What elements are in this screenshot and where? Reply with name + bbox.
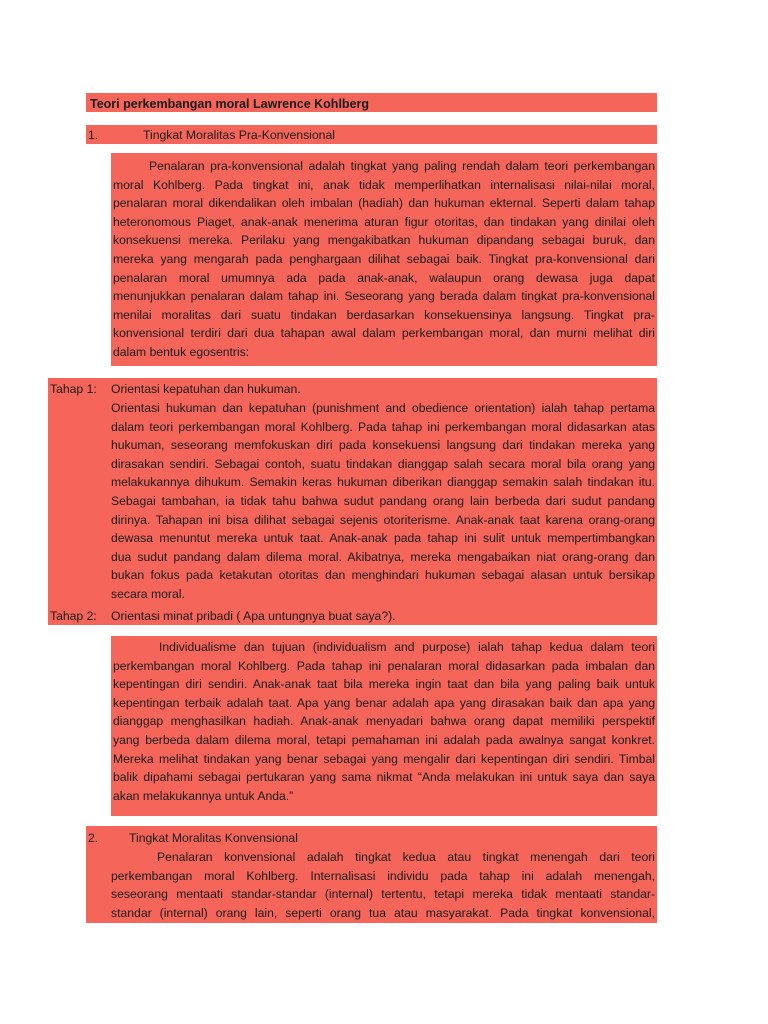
text-line: Penalaran konvensional adalah tingkat kedua atau tingkat menengah dari teori: [157, 850, 655, 864]
text-line: heteronomous Piaget, anak-anak menerima aturan figur otoritas, dan tindakan yang dinilai oleh: [113, 214, 655, 229]
text-line: penalaran moral umumnya ada pada anak-anak, walaupun orang dewasa juga dapat: [113, 270, 655, 285]
text-line: perkembangan moral Kohlberg. Pada tahap ini penalaran moral didasarkan pada imbalan dan: [113, 658, 655, 673]
text-line: konvensional terdiri dari dua tahapan awal dalam perkembangan moral, dan murni melihat diri: [113, 326, 655, 341]
text-line: hukuman, seseorang memfokuskan diri pada konsekuensi langsung dari tindakan mereka yang: [111, 438, 655, 453]
text-line: kepentingan terbaik adalah taat. Apa yang benar adalah apa yang dirasakan baik dan apa yang: [113, 695, 655, 710]
stage2-heading: Orientasi minat pribadi ( Apa untungnya buat saya?).: [111, 609, 396, 623]
text-line: moral Kohlberg. Pada tingkat ini, anak tidak memperlihatkan internalisasi nilai-nilai moral,: [113, 177, 655, 192]
section1-number: 1.: [88, 128, 99, 142]
section1-heading: Tingkat Moralitas Pra-Konvensional: [143, 128, 335, 142]
stage1-heading: Orientasi kepatuhan dan hukuman.: [111, 382, 301, 396]
text-line: menunjukkan penalaran dalam tahap ini. Seseorang yang berada dalam tingkat pra-konvensional: [113, 289, 655, 304]
text-line: Mereka melihat tindakan yang benar sebagai yang mengalir dari kepentingan diri sendiri. Timbal: [113, 751, 655, 766]
text-line: dua sudut pandang dalam dilema moral. Akibatnya, mereka mengabaikan niat orang-orang dan: [111, 549, 655, 564]
text-line: penalaran moral dikendalikan oleh imbalan (hadiah) dan hukuman ekternal. Seperti dalam tahap: [113, 196, 655, 211]
text-line: standar (internal) orang lain, seperti orang tua atau masyarakat. Pada tingkat konvensional,: [111, 905, 655, 920]
text-line: dirasakan sendiri. Sebagai contoh, suatu tindakan dianggap salah secara moral bila orang yang: [111, 456, 655, 471]
text-line: balik dipahami sebagai pertukaran yang sama nikmat “Anda melakukan ini untuk saya dan saya: [113, 770, 655, 785]
text-line: Penalaran pra-konvensional adalah tingkat yang paling rendah dalam teori perkembangan: [149, 159, 655, 173]
text-line: konsekuensi mereka. Perilaku yang mengakibatkan hukuman dipandang sebagai buruk, dan: [113, 233, 655, 248]
text-line: akan melakukannya untuk Anda.”: [113, 788, 294, 803]
section2-heading: Tingkat Moralitas Konvensional: [129, 831, 298, 845]
text-line: Orientasi hukuman dan kepatuhan (punishment and obedience orientation) ialah tahap pertama: [111, 401, 655, 415]
text-line: perkembangan moral Kohlberg. Internalisasi individu pada tahap ini adalah menengah,: [111, 868, 655, 883]
text-line: menilai moralitas dari suatu tindakan berdasarkan konsekuensinya langsung. Tingkat pra-: [113, 307, 655, 322]
text-line: melakukannya dihukum. Semakin keras hukuman diberikan dianggap semakin salah tindakan itu.: [111, 475, 655, 490]
section2-paragraph: [111, 848, 655, 922]
text-line: seseorang mentaati standar-standar (internal) tertentu, tetapi mereka tidak mentaati standar-: [111, 887, 655, 902]
stage1-paragraph: [111, 399, 655, 604]
text-line: dalam teori perkembangan moral Kohlberg. Pada tahap ini perkembangan moral didasarkan atas: [111, 419, 655, 434]
stage1-label: Tahap 1:: [50, 382, 97, 396]
text-line: dewasa menuntut mereka untuk taat. Anak-anak pada tahap ini sulit untuk mempertimbangkan: [111, 531, 655, 546]
text-line: Sebagai tambahan, ia tidak tahu bahwa sudut pandang orang lain berbeda dari sudut pandang: [111, 493, 655, 508]
text-line: secara moral.: [111, 586, 185, 601]
stage2-paragraph: [113, 638, 655, 805]
stage2-label: Tahap 2:: [50, 609, 97, 623]
text-line: yang berbeda dalam dilema moral, tetapi pemahaman ini adalah pada awalnya sangat konkret.: [113, 732, 655, 747]
section1-paragraph: [113, 157, 655, 362]
page-title: Teori perkembangan moral Lawrence Kohlberg: [90, 97, 370, 111]
text-line: mereka yang mengarah pada penghargaan dilihat sebagai baik. Tingkat pra-konvensional dari: [113, 251, 655, 266]
text-line: dalam bentuk egosentris:: [113, 344, 250, 359]
section2-number: 2.: [88, 831, 99, 845]
text-line: kepentingan diri sendiri. Anak-anak taat bila mereka ingin taat dan bila yang paling baik untuk: [113, 677, 655, 692]
text-line: dirinya. Tahapan ini bisa dilihat sebagai sejenis otoriterisme. Anak-anak taat karena orang-orang: [111, 512, 655, 527]
text-line: Individualisme dan tujuan (individualism and purpose) ialah tahap kedua dalam teori: [159, 640, 655, 654]
text-line: dianggap menghasilkan hadiah. Anak-anak menyadari bahwa orang dapat memiliki perspektif: [113, 714, 655, 729]
text-line: bukan fokus pada ketakutan otoritas dan menghindari hukuman sebagai alasan untuk bersikap: [111, 568, 655, 583]
